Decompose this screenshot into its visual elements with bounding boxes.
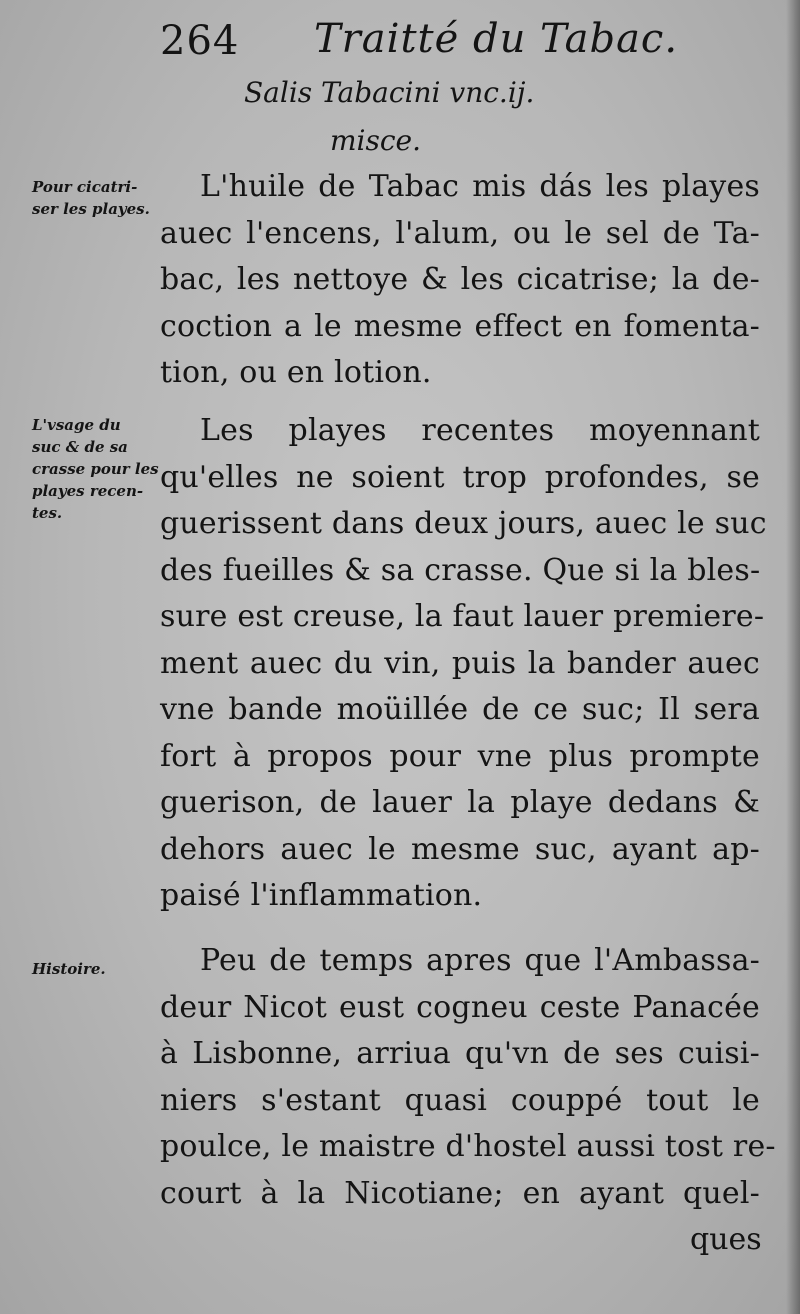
text-line: poulce, le maistre d'hostel aussi tost re- bbox=[160, 1129, 776, 1164]
text-line: vne bande moüillée de ce suc; Il sera bbox=[160, 692, 760, 727]
text-line: auec l'encens, l'alum, ou le sel de Ta- bbox=[160, 215, 760, 251]
text-line: court à la Nicotiane; en ayant quel- bbox=[160, 1175, 760, 1211]
text-line: tion, ou en lotion. bbox=[160, 355, 432, 390]
margin-note-line: Histoire. bbox=[32, 960, 106, 978]
text-line: à Lisbonne, arriua qu'vn de ses cuisi- bbox=[160, 1036, 760, 1071]
paragraph-playes-recentes bbox=[160, 408, 767, 920]
text-line: bac, les nettoye & les cicatrise; la de- bbox=[160, 262, 760, 297]
page-number: 264 bbox=[160, 18, 240, 64]
text-line: Peu de temps apres que l'Ambassa- bbox=[200, 943, 760, 978]
paragraph-huile bbox=[160, 164, 760, 397]
margin-note-line: L'vsage du bbox=[32, 416, 121, 434]
text-line: coction a le mesme effect en fomenta- bbox=[160, 308, 760, 344]
text-line: dehors auec le mesme suc, ayant ap- bbox=[160, 831, 760, 867]
text-line: L'huile de Tabac mis dás les playes bbox=[200, 169, 760, 204]
running-title: Traitté du Tabac. bbox=[314, 16, 679, 62]
text-line: qu'elles ne soient trop profondes, se bbox=[160, 459, 760, 495]
margin-note-line: tes. bbox=[32, 504, 63, 522]
margin-note-line: ser les playes. bbox=[32, 200, 150, 218]
catchword: ques bbox=[690, 1222, 762, 1257]
text-line: guerison, de lauer la playe dedans & bbox=[160, 785, 760, 820]
margin-note-line: playes recen- bbox=[32, 482, 144, 500]
recipe-instruction: misce. bbox=[330, 124, 422, 157]
text-line: guerissent dans deux jours, auec le suc bbox=[160, 506, 767, 541]
text-line: deur Nicot eust cogneu ceste Panacée bbox=[160, 989, 760, 1025]
text-line: ment auec du vin, puis la bander auec bbox=[160, 645, 760, 681]
margin-note-vsage-suc bbox=[32, 414, 160, 524]
paragraph-histoire bbox=[160, 938, 776, 1217]
margin-note-line: Pour cicatri- bbox=[32, 178, 138, 196]
margin-note-cicatriser bbox=[32, 176, 160, 220]
text-line: niers s'estant quasi couppé tout le bbox=[160, 1082, 760, 1118]
margin-note-histoire bbox=[32, 958, 160, 980]
text-line: sure est creuse, la faut lauer premiere- bbox=[160, 599, 765, 634]
text-line: paisé l'inflammation. bbox=[160, 878, 483, 913]
recipe-ingredient: Salis Tabacini vnc.ij. bbox=[244, 76, 535, 109]
text-line: fort à propos pour vne plus prompte bbox=[160, 738, 760, 774]
text-line: des fueilles & sa crasse. Que si la bles- bbox=[160, 552, 761, 588]
margin-note-line: crasse pour les bbox=[32, 460, 159, 478]
margin-note-line: suc & de sa bbox=[32, 438, 128, 456]
text-line: Les playes recentes moyennant bbox=[200, 413, 760, 448]
page-header bbox=[160, 14, 780, 70]
